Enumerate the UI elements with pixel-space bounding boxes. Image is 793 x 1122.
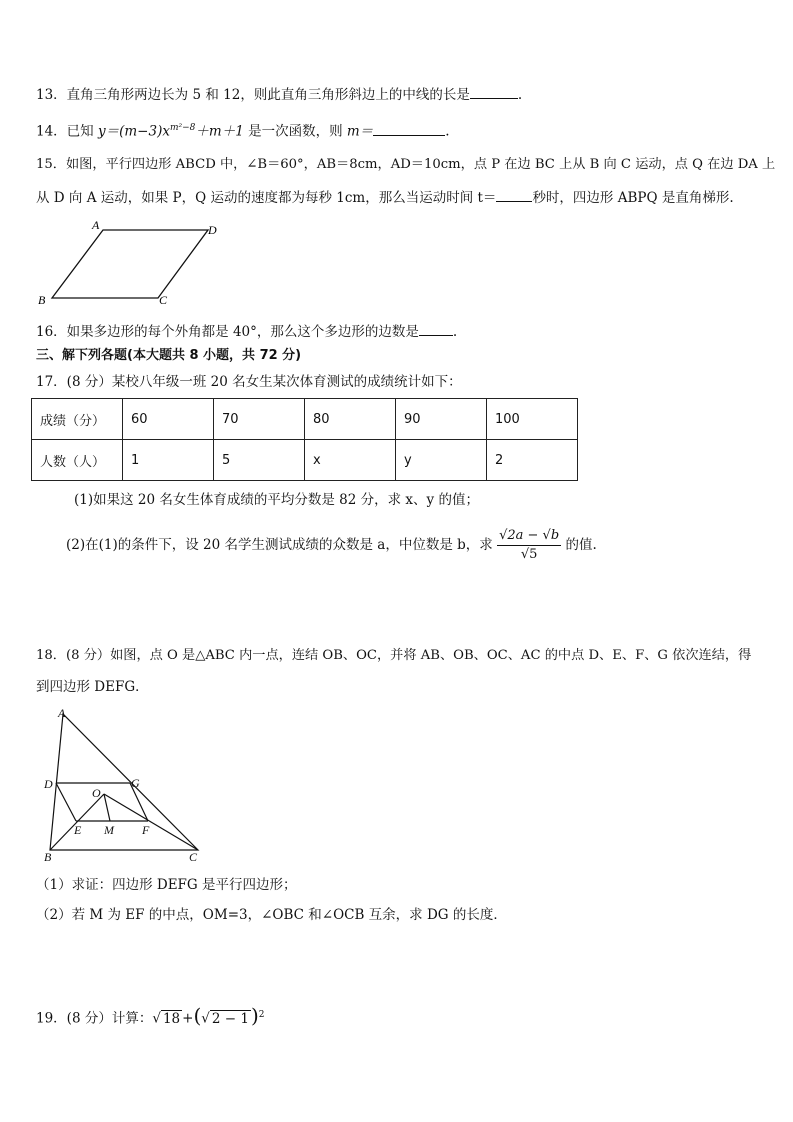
answer-blank [373,121,445,136]
answer-blank [470,84,518,99]
table-cell: 100 [487,399,578,440]
table-cell: 60 [123,399,214,440]
label-b: B [38,293,46,307]
fraction-numerator: √2a − √b [497,527,561,546]
question-18-part-2: （2）若 M 为 EF 的中点，OM=3，∠OBC 和∠OCB 互余，求 DG 的长度． [36,907,507,923]
q17-part2-end: 的值. [565,537,597,553]
q16-text: 16．如果多边形的每个外角都是 40°，那么这个多边形的边数是 [36,324,419,340]
q19-prefix: 19．(8 分）计算： [36,1010,153,1027]
table-cell: 成绩（分） [32,399,123,440]
q14-expression-tail: ＋m＋1 [195,123,244,140]
triangle-figure [38,704,210,866]
q16-end: . [452,324,458,340]
label-c: C [159,293,168,307]
table-row [32,440,578,481]
question-17-intro: 17．(8 分）某校八年级一班 20 名女生某次体育测试的成绩统计如下： [36,374,462,390]
question-17-part-1: (1)如果这 20 名女生体育成绩的平均分数是 82 分，求 x、y 的值； [74,492,479,508]
q13-end: . [517,87,523,103]
label-c: C [189,850,198,864]
triangle-abc [50,714,198,850]
table-cell: 90 [396,399,487,440]
question-18-line-1: 18．(8 分）如图，点 O 是△ABC 内一点，连结 OB、OC，并将 AB、OB、OC、AC 的中点 D、E、F、G 依次连结，得 [36,648,752,663]
question-14 [36,119,449,141]
table-cell: 2 [487,440,578,481]
label-a: A [58,706,66,720]
answer-blank [496,187,532,202]
question-19 [36,1003,265,1028]
table-cell: x [305,440,396,481]
q14-exponent: m²−8 [169,123,196,133]
q14-variable: m＝ [346,123,374,140]
right-paren: ) [250,1003,259,1028]
label-e: E [74,823,82,837]
segment-ob [50,794,104,850]
label-o: O [92,786,101,800]
question-13 [36,84,522,104]
q19-exponent: 2 [258,1010,265,1020]
left-paren: ( [193,1003,202,1028]
q19-plus: + [182,1010,194,1027]
q13-text: 13．直角三角形两边长为 5 和 12，则此直角三角形斜边上的中线的长是 [36,87,470,103]
label-b: B [44,850,52,864]
parallelogram-figure [30,216,230,308]
table-cell: 人数（人） [32,440,123,481]
label-m: M [104,823,114,837]
question-17-part-2 [66,522,597,568]
fraction-expression [497,527,561,564]
table-row [32,399,578,440]
question-15-line-2 [36,187,734,207]
question-18-part-1: （1）求证：四边形 DEFG 是平行四边形； [36,877,297,893]
segment-om [104,794,110,821]
question-15-line-1: 15．如图，平行四边形 ABCD 中，∠B＝60°，AB＝8cm，AD＝10cm，点 P 在边 BC 上从 B 向 C 运动，点 Q 在边 DA 上 [36,157,776,172]
sqrt-symbol: √ [152,1010,161,1027]
q14-middle: 是一次函数，则 [243,123,347,140]
table-cell: 1 [123,440,214,481]
question-16 [36,321,457,341]
table-cell: 5 [214,440,305,481]
q19-radicand-1: 18 [162,1010,181,1027]
label-d: D [208,223,217,237]
section-3-heading: 三、解下列各题(本大题共 8 小题，共 72 分) [36,348,302,363]
q19-radicand-2: 2 − 1 [211,1010,249,1027]
score-table [31,398,578,481]
question-18-line-2: 到四边形 DEFG． [36,679,149,695]
label-d: D [44,777,53,791]
q17-part2-text: (2)在(1)的条件下，设 20 名学生测试成绩的众数是 a，中位数是 b，求 [66,537,493,553]
fraction-denominator: √5 [520,547,538,562]
q14-expression: y＝(m−3)x [97,123,170,140]
q14-prefix: 14．已知 [36,123,98,140]
parallelogram-abcd [52,230,208,298]
q15-line2-start: 从 D 向 A 运动，如果 P，Q 运动的速度都为每秒 1cm，那么当运动时间 t＝ [36,190,497,206]
label-a: A [92,218,100,232]
q14-end: . [445,123,450,140]
label-f: F [142,823,150,837]
table-cell: y [396,440,487,481]
label-g: G [131,776,140,790]
sqrt-symbol: √ [201,1010,210,1027]
q15-line2-end: 秒时，四边形 ABPQ 是直角梯形. [532,190,734,206]
answer-blank [419,321,453,336]
segment-de [56,783,76,821]
table-cell: 80 [305,399,396,440]
table-cell: 70 [214,399,305,440]
